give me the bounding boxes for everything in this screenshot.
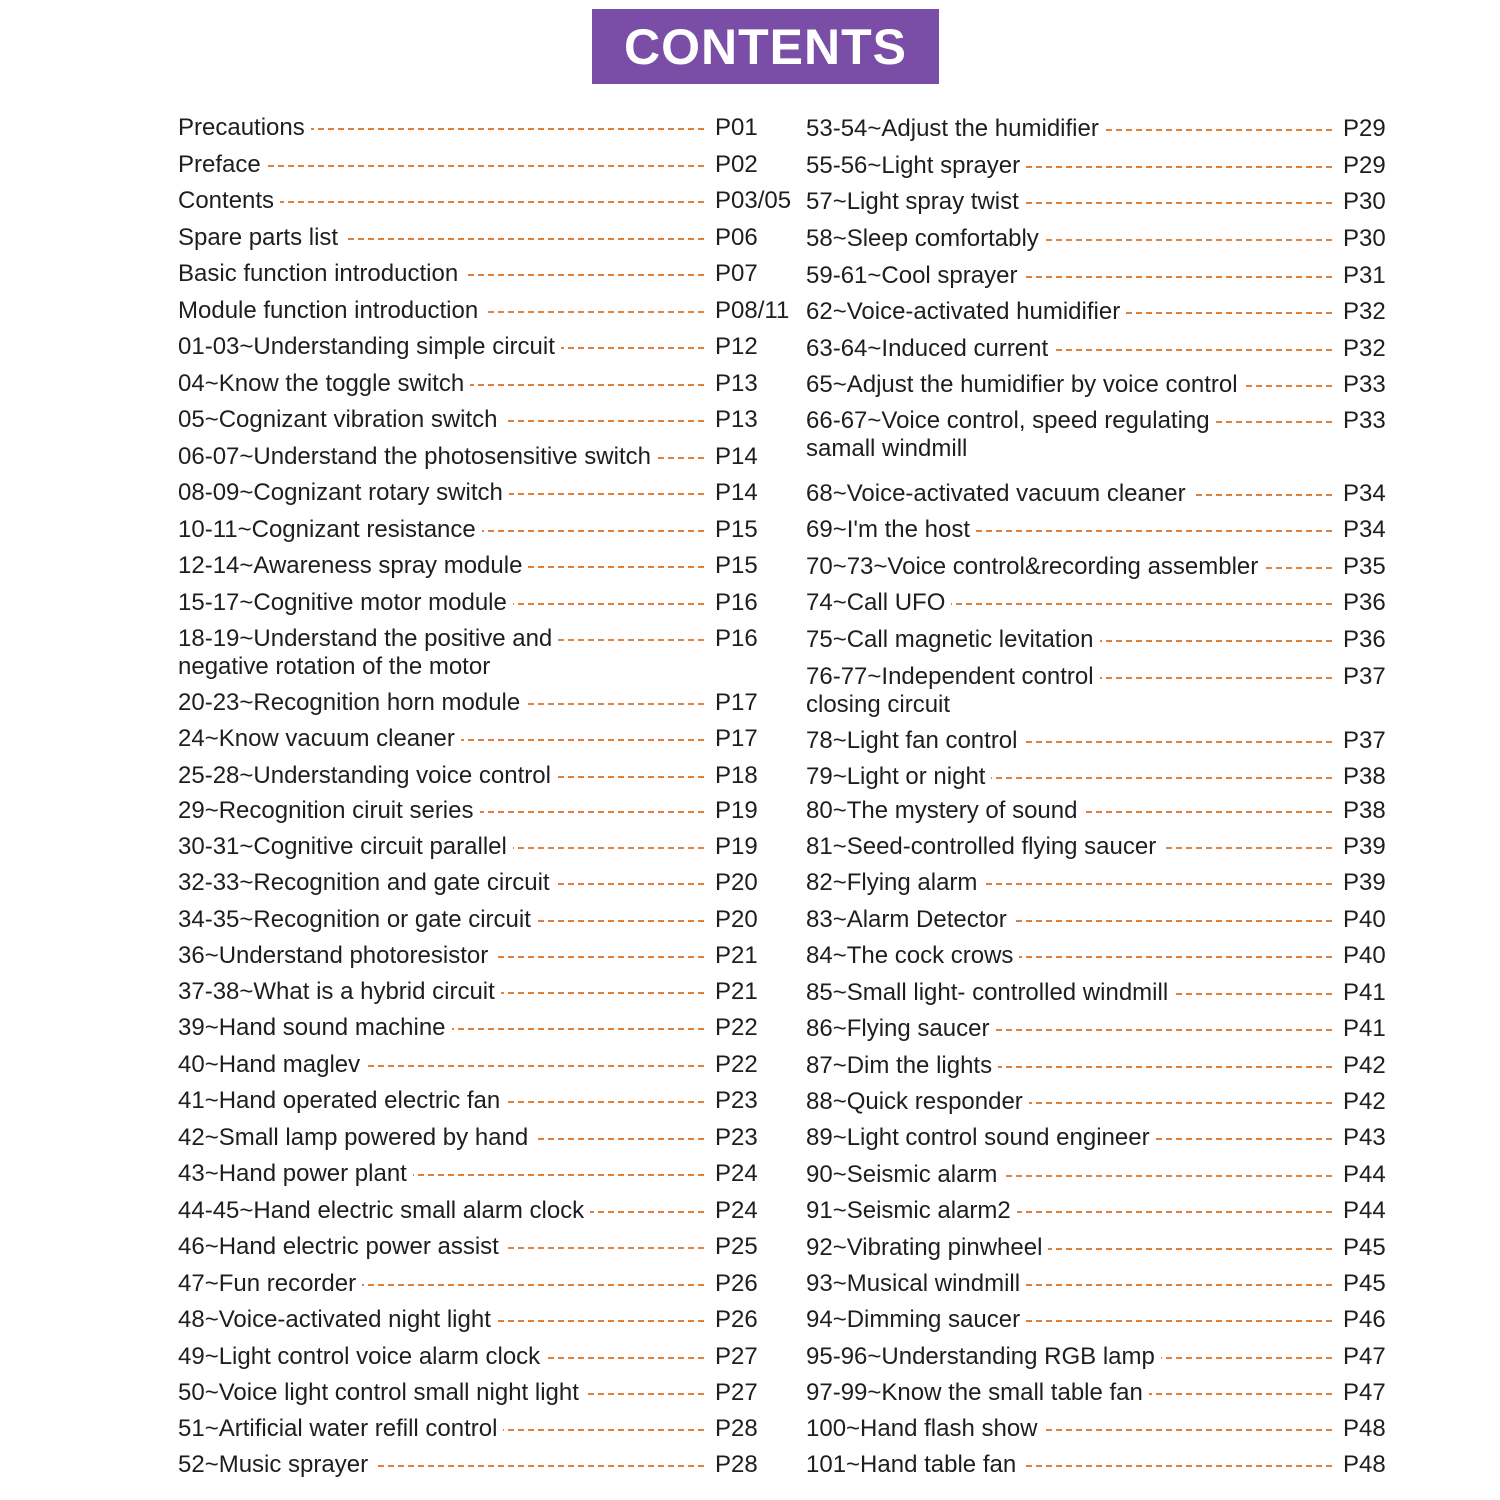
page-number: P27 — [715, 1379, 758, 1406]
entry-title: 05~Cognizant vibration switch — [178, 406, 504, 434]
entry-title: 44-45~Hand electric small alarm clock — [178, 1197, 590, 1225]
entry-title-continued: negative rotation of the motor — [178, 653, 491, 680]
page-number: P44 — [1343, 1161, 1386, 1188]
page-number: P06 — [715, 224, 758, 251]
entry-title: Basic function introduction — [178, 260, 464, 288]
entry-title: 68~Voice-activated vacuum cleaner — [806, 480, 1192, 508]
entry-title: 65~Adjust the humidifier by voice control — [806, 371, 1244, 399]
entry-title: 94~Dimming saucer — [806, 1306, 1026, 1334]
entry-title: 34-35~Recognition or gate circuit — [178, 906, 537, 934]
entry-title: 18-19~Understand the positive and — [178, 625, 558, 653]
page-title: CONTENTS — [624, 18, 907, 75]
page-number: P19 — [715, 797, 758, 824]
entry-title: 47~Fun recorder — [178, 1270, 362, 1298]
entry-title: 90~Seismic alarm — [806, 1161, 1003, 1189]
entry-title: 83~Alarm Detector — [806, 906, 1013, 934]
page-number: P13 — [715, 406, 758, 433]
entry-title: 08-09~Cognizant rotary switch — [178, 479, 509, 507]
page-number: P48 — [1343, 1451, 1386, 1478]
page-number: P41 — [1343, 979, 1386, 1006]
page-number: P45 — [1343, 1234, 1386, 1261]
entry-title: 42~Small lamp powered by hand — [178, 1124, 534, 1152]
entry-title: 24~Know vacuum cleaner — [178, 725, 461, 753]
entry-title: 12-14~Awareness spray module — [178, 552, 528, 580]
entry-title: 86~Flying saucer — [806, 1015, 995, 1043]
entry-title: 100~Hand flash show — [806, 1415, 1044, 1443]
entry-title: 62~Voice-activated humidifier — [806, 298, 1126, 326]
page-number: P29 — [1343, 152, 1386, 179]
page-number: P17 — [715, 725, 758, 752]
page-number: P48 — [1343, 1415, 1386, 1442]
page-number: P36 — [1343, 626, 1386, 653]
page-number: P35 — [1343, 553, 1386, 580]
page-number: P38 — [1343, 763, 1386, 790]
entry-title: 79~Light or night — [806, 763, 991, 791]
page-number: P01 — [715, 114, 758, 141]
page-number: P44 — [1343, 1197, 1386, 1224]
page-number: P39 — [1343, 833, 1386, 860]
page-number: P21 — [715, 942, 758, 969]
entry-title: 40~Hand maglev — [178, 1051, 366, 1079]
entry-title: 30-31~Cognitive circuit parallel — [178, 833, 513, 861]
page-number: P36 — [1343, 589, 1386, 616]
page-number: P12 — [715, 333, 758, 360]
entry-title: Contents — [178, 187, 280, 215]
page-number: P08/11 — [715, 297, 790, 324]
entry-title: 15-17~Cognitive motor module — [178, 589, 513, 617]
entry-title: 41~Hand operated electric fan — [178, 1087, 506, 1115]
entry-title-continued: samall windmill — [806, 435, 968, 462]
page-number: P33 — [1343, 407, 1386, 434]
page-number: P33 — [1343, 371, 1386, 398]
entry-title: Module function introduction — [178, 297, 484, 325]
page-number: P40 — [1343, 942, 1386, 969]
page-number: P19 — [715, 833, 758, 860]
entry-title: 48~Voice-activated night light — [178, 1306, 497, 1334]
entry-title: 20-23~Recognition horn module — [178, 689, 526, 717]
page-number: P47 — [1343, 1379, 1386, 1406]
page-number: P16 — [715, 625, 758, 652]
entry-title: 82~Flying alarm — [806, 869, 983, 897]
page-number: P20 — [715, 906, 758, 933]
page-number: P24 — [715, 1197, 758, 1224]
page-number: P43 — [1343, 1124, 1386, 1151]
entry-title: 97-99~Know the small table fan — [806, 1379, 1149, 1407]
entry-title: 43~Hand power plant — [178, 1160, 413, 1188]
entry-title: 69~I'm the host — [806, 516, 976, 544]
entry-title: 36~Understand photoresistor — [178, 942, 494, 970]
page-number: P46 — [1343, 1306, 1386, 1333]
page-number: P38 — [1343, 797, 1386, 824]
entry-title-continued: closing circuit — [806, 691, 951, 718]
page-number: P15 — [715, 552, 758, 579]
page-number: P42 — [1343, 1088, 1386, 1115]
page-number: P15 — [715, 516, 758, 543]
entry-title: Preface — [178, 151, 267, 179]
page-number: P37 — [1343, 727, 1386, 754]
entry-title: 75~Call magnetic levitation — [806, 626, 1100, 654]
page-number: P23 — [715, 1124, 758, 1151]
page-number: P30 — [1343, 188, 1386, 215]
entry-title: 52~Music sprayer — [178, 1451, 374, 1479]
entry-title: 37-38~What is a hybrid circuit — [178, 978, 501, 1006]
entry-title: 49~Light control voice alarm clock — [178, 1343, 546, 1371]
entry-title: 59-61~Cool sprayer — [806, 262, 1023, 290]
page-number: P28 — [715, 1415, 758, 1442]
page-number: P34 — [1343, 516, 1386, 543]
page-number: P37 — [1343, 663, 1386, 690]
page-number: P17 — [715, 689, 758, 716]
page-number: P45 — [1343, 1270, 1386, 1297]
page-number: P24 — [715, 1160, 758, 1187]
entry-title: 63-64~Induced current — [806, 335, 1054, 363]
page-number: P21 — [715, 978, 758, 1005]
page-number: P14 — [715, 479, 758, 506]
page-number: P26 — [715, 1270, 758, 1297]
entry-title: 93~Musical windmill — [806, 1270, 1026, 1298]
entry-title: 88~Quick responder — [806, 1088, 1029, 1116]
page-number: P32 — [1343, 335, 1386, 362]
entry-title: 66-67~Voice control, speed regulating — [806, 407, 1216, 435]
page-number: P32 — [1343, 298, 1386, 325]
page-number: P22 — [715, 1051, 758, 1078]
entry-title: 01-03~Understanding simple circuit — [178, 333, 561, 361]
entry-title: Spare parts list — [178, 224, 344, 252]
page-number: P40 — [1343, 906, 1386, 933]
page-number: P26 — [715, 1306, 758, 1333]
page-number: P23 — [715, 1087, 758, 1114]
entry-title: 76-77~Independent control — [806, 663, 1100, 691]
entry-title: 57~Light spray twist — [806, 188, 1025, 216]
page-number: P03/05 — [715, 187, 792, 214]
page-number: P20 — [715, 869, 758, 896]
entry-title: 70~73~Voice control&recording assembler — [806, 553, 1264, 581]
entry-title: 06-07~Understand the photosensitive switch — [178, 443, 657, 471]
page-number: P41 — [1343, 1015, 1386, 1042]
page-number: P22 — [715, 1014, 758, 1041]
entry-title: 10-11~Cognizant resistance — [178, 516, 482, 544]
entry-title: 84~The cock crows — [806, 942, 1019, 970]
entry-title: 95-96~Understanding RGB lamp — [806, 1343, 1161, 1371]
entry-title: 80~The mystery of sound — [806, 797, 1083, 825]
page-number: P16 — [715, 589, 758, 616]
entry-title: 50~Voice light control small night light — [178, 1379, 585, 1407]
page-number: P27 — [715, 1343, 758, 1370]
entry-title: 91~Seismic alarm2 — [806, 1197, 1017, 1225]
page-number: P47 — [1343, 1343, 1386, 1370]
entry-title: 29~Recognition ciruit series — [178, 797, 480, 825]
entry-title: 51~Artificial water refill control — [178, 1415, 503, 1443]
page-number: P28 — [715, 1451, 758, 1478]
entry-title: 85~Small light- controlled windmill — [806, 979, 1174, 1007]
page-number: P25 — [715, 1233, 758, 1260]
page-number: P30 — [1343, 225, 1386, 252]
page-number: P07 — [715, 260, 758, 287]
entry-title: 78~Light fan control — [806, 727, 1024, 755]
entry-title: 101~Hand table fan — [806, 1451, 1022, 1479]
entry-title: 58~Sleep comfortably — [806, 225, 1045, 253]
entry-title: 89~Light control sound engineer — [806, 1124, 1156, 1152]
entry-title: 53-54~Adjust the humidifier — [806, 115, 1105, 143]
entry-title: 25-28~Understanding voice control — [178, 762, 557, 790]
contents-banner — [592, 9, 939, 84]
entry-title: 39~Hand sound machine — [178, 1014, 452, 1042]
page-number: P29 — [1343, 115, 1386, 142]
entry-title: 46~Hand electric power assist — [178, 1233, 505, 1261]
entry-title: 92~Vibrating pinwheel — [806, 1234, 1048, 1262]
page-number: P39 — [1343, 869, 1386, 896]
page-number: P02 — [715, 151, 758, 178]
page-number: P14 — [715, 443, 758, 470]
entry-title: 55-56~Light sprayer — [806, 152, 1026, 180]
page-number: P31 — [1343, 262, 1386, 289]
entry-title: 81~Seed-controlled flying saucer — [806, 833, 1162, 861]
entry-title: 32-33~Recognition and gate circuit — [178, 869, 556, 897]
entry-title: 04~Know the toggle switch — [178, 370, 470, 398]
entry-title: Precautions — [178, 114, 311, 142]
page-number: P13 — [715, 370, 758, 397]
entry-title: 87~Dim the lights — [806, 1052, 998, 1080]
page-number: P42 — [1343, 1052, 1386, 1079]
page-number: P34 — [1343, 480, 1386, 507]
entry-title: 74~Call UFO — [806, 589, 951, 617]
page-number: P18 — [715, 762, 758, 789]
